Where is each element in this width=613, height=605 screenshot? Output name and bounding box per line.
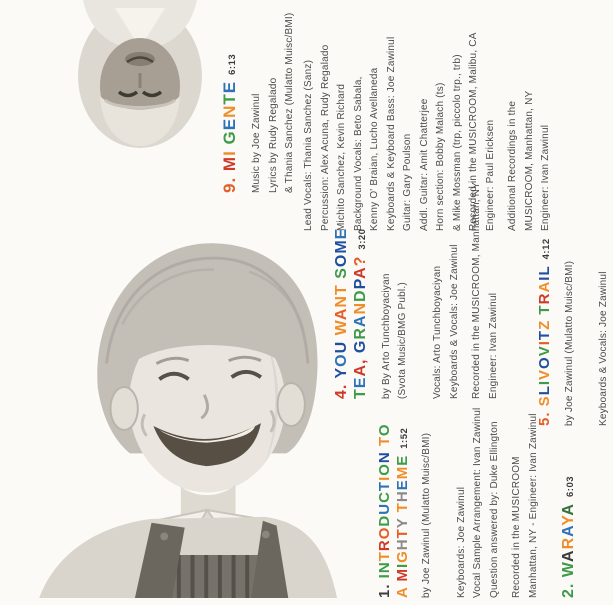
credit-line: & Mike Mossman (trp, piccolo trp., trb): [451, 54, 463, 231]
credit-line: Guitar: Gary Poulson: [402, 133, 413, 231]
upside-down-man-illustration: [55, 0, 225, 158]
credit-line: Keyboards & Vocals: Joe Zawinul: [598, 271, 610, 426]
credit-line: Kenny O' Braian, Lucho Avellaneda: [369, 67, 380, 231]
track-9-title: [220, 3, 243, 193]
credit-line: Background Vocals: Beto Sabala,: [352, 76, 364, 231]
track-4-title-line1: [333, 201, 352, 399]
track-1-title-text2: A MIGHTY THEME: [393, 454, 411, 598]
credit-line: Additional Recordings in the: [507, 100, 518, 231]
track-9-duration: 6:13: [227, 53, 238, 75]
credit-line: Keyboards: Joe Zawinul: [455, 486, 467, 598]
credit-line: & Thania Sanchez (Mulatto Muisc/BMI): [284, 12, 296, 193]
track-5-duration: 4:12: [541, 238, 552, 260]
credit-line: by Joe Zawinul (Mulatto Muisc/BMI): [563, 260, 575, 426]
credit-line: Music by Joe Zawinul: [251, 93, 263, 193]
track-1-duration: 1:52: [398, 427, 410, 449]
credit-line: Engineer: Paul Ericksen: [484, 119, 496, 231]
credit-line: Engineer: Ivan Zawinul: [540, 124, 551, 231]
track-5-title-text: 5. SLIVOVITZ TRAIL: [536, 265, 553, 426]
credit-line: Michito Sanchez, Kevin Richard: [336, 83, 347, 231]
credit-line: Engineer: Ivan Zawinul: [487, 292, 499, 399]
credit-line: Lyrics by Rudy Regalado: [267, 77, 279, 193]
track-1-title-line2: [394, 396, 414, 598]
credit-line: Horn section: Bobby Malach (ts): [435, 82, 446, 231]
track-4-title-text1: 4. YOU WANT SOME: [333, 227, 350, 399]
credit-line: by By Arto Tunchboyaciyan: [380, 273, 392, 399]
track-1-section: [376, 396, 542, 598]
credit-line: Percussion: Alex Acuna, Rudy Regalado: [319, 44, 331, 231]
track-9-section: [220, 3, 299, 193]
track-4-duration: 3:20: [356, 228, 368, 250]
track-4-title-text2: TEA, GRANDPA?: [351, 255, 369, 399]
track-9-personnel: [301, 5, 555, 231]
track-2-section: [560, 448, 581, 598]
credit-line: Recorded in the MUSICROOM, Malibu, CA: [468, 32, 479, 231]
credit-line: Lead Vocals: Thania Sanchez (Sanz): [303, 59, 314, 231]
track-1-title-line1: [376, 396, 394, 598]
credit-line: Question answered by: Duke Ellington: [488, 421, 500, 598]
credit-line: Addl. Guitar: Amit Chatterjee: [418, 98, 430, 231]
credit-line: by Joe Zawinul (Mulatto Muisc/BMI): [421, 432, 433, 598]
track-2-title-text: 2. WARAYA: [560, 503, 577, 598]
credit-line: Manhattan, NY - Engineer: Ivan Zawinul: [527, 413, 539, 598]
credit-line: MUSICROOM, Manhattan, NY: [523, 90, 535, 231]
track-2-title: [560, 448, 581, 598]
credit-line: Keyboards & Vocals: Joe Zawinul: [448, 244, 460, 399]
credit-line: Recorded in the MUSICROOM, Manhattan, NY: [471, 182, 482, 399]
track-4-personnel: [430, 167, 502, 399]
credit-line: Vocal Sample Arrangement: Ivan Zawinul: [472, 407, 484, 598]
credit-line: Vocals: Arto Tunchboyaciyan: [432, 265, 443, 399]
track-5-section: [536, 226, 613, 426]
track-1-title-text1: 1. INTRODUCTION TO: [376, 423, 393, 598]
credit-line: Recorded in the MUSICROOM: [511, 456, 523, 598]
upside-down-man-photo: [55, 0, 225, 163]
track-4-title-line2: [352, 201, 373, 399]
credit-line: (Svota Music/BMG Publ.): [397, 282, 409, 399]
track-9-title-text: 9. MI GENTE: [220, 80, 239, 193]
track-2-duration: 6:03: [565, 475, 576, 497]
track-4-section: [333, 201, 412, 399]
credit-line: Keyboards & Keyboard Bass: Joe Zawinul: [385, 36, 397, 231]
